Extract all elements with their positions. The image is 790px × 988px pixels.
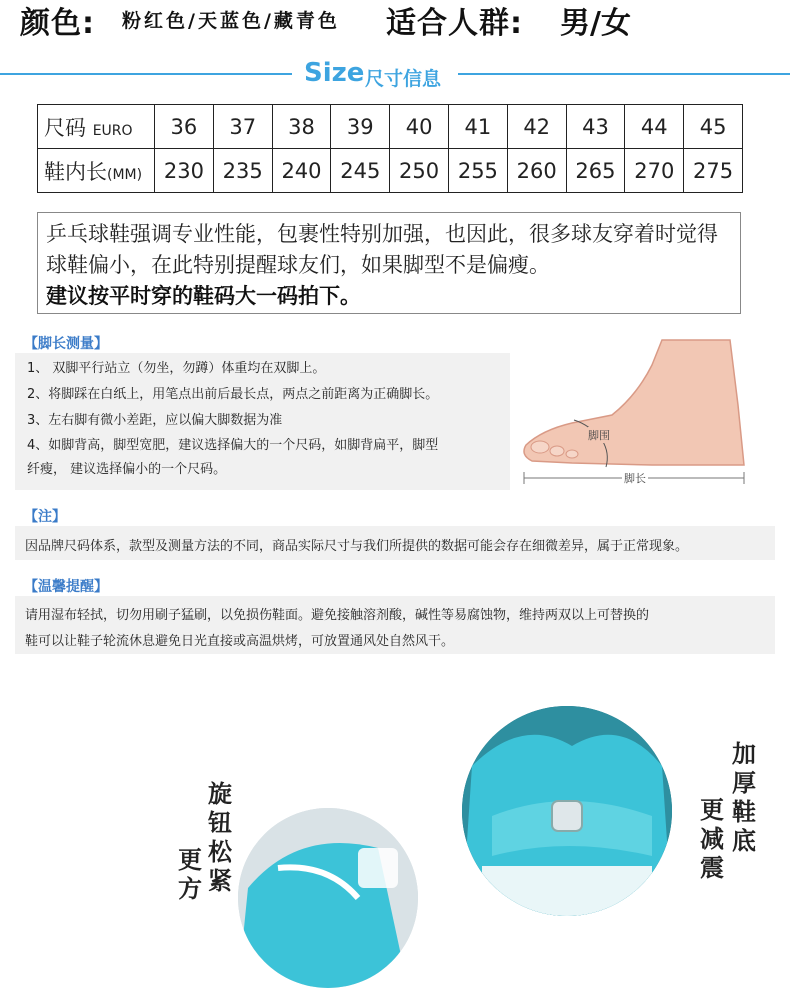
- table-cell: 270: [625, 149, 684, 193]
- table-row-mm: [38, 149, 743, 193]
- toe-shape: [531, 441, 549, 453]
- table-cell: 43: [566, 105, 625, 149]
- table-cell: 260: [507, 149, 566, 193]
- table-cell: 245: [331, 149, 390, 193]
- divider-left: [0, 73, 292, 75]
- shoe-image-right: [462, 706, 672, 916]
- table-cell: 41: [448, 105, 507, 149]
- color-label: 颜色:: [20, 6, 95, 41]
- divider-right: [458, 73, 790, 75]
- table-cell: 45: [684, 105, 743, 149]
- measure-item: 4、如脚背高，脚型宽肥，建议选择偏大的一个尺码，如脚背扁平，脚型: [27, 438, 439, 453]
- measure-title: 【脚长测量】: [24, 336, 108, 352]
- feature-text-sole: 加厚鞋底: [732, 740, 756, 855]
- crowd-label: 适合人群:: [386, 6, 523, 41]
- feature-text-knob-sub: 更方: [178, 846, 202, 903]
- size-notice-box: [37, 212, 741, 314]
- table-cell: 235: [213, 149, 272, 193]
- color-options: 粉红色/天蓝色/藏青色: [122, 10, 340, 32]
- table-cell: 40: [390, 105, 449, 149]
- table-cell: 38: [272, 105, 331, 149]
- measure-box: [15, 353, 510, 490]
- note-title: 【注】: [24, 509, 66, 525]
- size-heading-word: Size: [304, 58, 365, 88]
- table-cell: 42: [507, 105, 566, 149]
- table-row-euro: [38, 105, 743, 149]
- length-label: 脚长: [624, 472, 646, 485]
- size-table: [37, 104, 743, 193]
- measure-item: 3、左右脚有微小差距，应以偏大脚数据为准: [27, 413, 283, 428]
- foot-diagram: [512, 335, 752, 490]
- toe-shape: [550, 446, 564, 456]
- table-cell: 230: [155, 149, 214, 193]
- table-cell: 275: [684, 149, 743, 193]
- table-cell: 44: [625, 105, 684, 149]
- table-cell: 39: [331, 105, 390, 149]
- mm-row-header: 鞋内长(MM): [38, 149, 155, 193]
- table-cell: 265: [566, 149, 625, 193]
- measure-item: 1、 双脚平行站立（勿坐，勿蹲）体重均在双脚上。: [27, 361, 326, 376]
- notice-line: 球鞋偏小，在此特别提醒球友们，如果脚型不是偏瘦。: [46, 253, 550, 277]
- measure-item: 纤瘦， 建议选择偏小的一个尺码。: [27, 462, 227, 477]
- table-cell: 250: [390, 149, 449, 193]
- euro-row-header: 尺码 EURO: [38, 105, 155, 149]
- feature-text-knob: 旋钮松紧: [208, 780, 232, 895]
- table-cell: 37: [213, 105, 272, 149]
- measure-item: 2、将脚踩在白纸上，用笔点出前后最长点，两点之前距离为正确脚长。: [27, 387, 439, 402]
- tips-box: [15, 596, 775, 654]
- toe-shape: [566, 450, 578, 458]
- foot-illustration: [512, 335, 752, 490]
- tips-line: 请用湿布轻拭，切勿用刷子猛刷，以免损伤鞋面。避免接触溶剂酸，碱性等易腐蚀物，维持两双以上可替换的: [25, 608, 650, 623]
- tips-title: 【温馨提醒】: [24, 579, 108, 595]
- size-heading-cn: 尺寸信息: [365, 68, 442, 90]
- notice-line: 乒乓球鞋强调专业性能，包裹性特别加强，也因此，很多球友穿着时觉得: [46, 222, 718, 246]
- notice-emphasis: 建议按平时穿的鞋码大一码拍下。: [46, 284, 361, 308]
- note-text: 因品牌尺码体系，款型及测量方法的不同，商品实际尺寸与我们所提供的数据可能会存在细微差异，属于正常现象。: [25, 539, 689, 554]
- note-box: [15, 526, 775, 560]
- crowd-value: 男/女: [560, 6, 631, 41]
- tips-line: 鞋可以让鞋子轮流休息避免日光直接或高温烘烤，可放置通风处自然风干。: [25, 634, 455, 649]
- header-bar: [0, 0, 790, 44]
- table-cell: 240: [272, 149, 331, 193]
- shoe-closeup-right: [462, 706, 672, 916]
- shoe-image-left: [238, 808, 418, 988]
- table-cell: 255: [448, 149, 507, 193]
- shoe-closeup-left: [238, 808, 418, 988]
- table-cell: 36: [155, 105, 214, 149]
- feature-text-sole-sub: 更减震: [700, 796, 724, 882]
- girth-label: 脚围: [588, 429, 610, 442]
